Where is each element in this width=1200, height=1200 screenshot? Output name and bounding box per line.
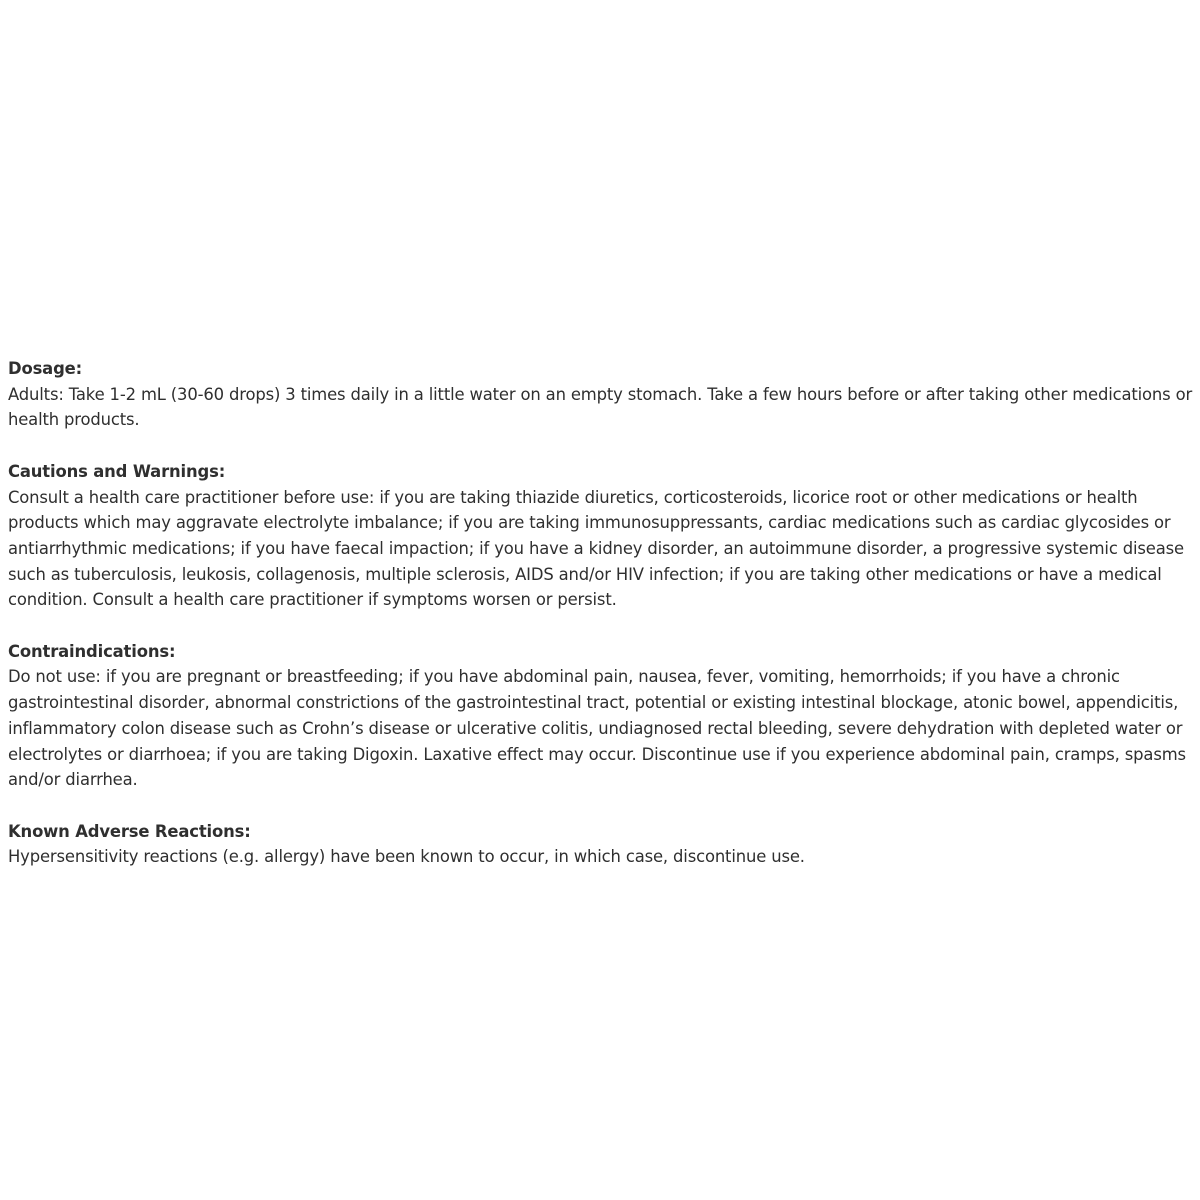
- product-info-content: [8, 356, 1194, 896]
- contraindications-text: Do not use: if you are pregnant or breastfeeding; if you have abdominal pain, nausea, fever, vomiting, hemorrhoids; if you have a chronic gastrointestinal disorder, abnormal constrictions of the gastrointestinal tract, potential or existing intestinal blockage, atonic bowel, appendicitis, inflammatory colon disease such as Crohn’s disease or ulcerative colitis, undiagnosed rectal bleeding, severe dehydration with depleted water or electrolytes or diarrhoea; if you are taking Digoxin. Laxative effect may occur. Discontinue use if you experience abdominal pain, cramps, spasms and/or diarrhea.: [8, 667, 1186, 790]
- cautions-heading: Cautions and Warnings:: [8, 461, 226, 481]
- adverse-reactions-heading: Known Adverse Reactions:: [8, 821, 251, 841]
- dosage-heading: Dosage:: [8, 359, 83, 378]
- adverse-reactions-section: [8, 819, 1194, 870]
- contraindications-heading: Contraindications:: [8, 641, 176, 661]
- adverse-reactions-text: Hypersensitivity reactions (e.g. allergy) have been known to occur, in which case, discontinue use.: [8, 847, 805, 867]
- dosage-text: Adults: Take 1-2 mL (30-60 drops) 3 times daily in a little water on an empty stomach. Take a few hours before or after taking other medications or health products.: [8, 384, 1193, 430]
- cautions-text: Consult a health care practitioner before use: if you are taking thiazide diuretics, corticosteroids, licorice root or other medications or health products which may aggravate electrolyte imbalance; if you are taking immunosuppressants, cardiac medications such as cardiac glycosides or antiarrhythmic medications; if you have faecal impaction; if you have a kidney disorder, an autoimmune disorder, a progressive systemic disease such as tuberculosis, leukosis, collagenosis, multiple sclerosis, AIDS and/or HIV infection; if you are taking other medications or have a medical condition. Consult a health care practitioner if symptoms worsen or persist.: [8, 487, 1184, 610]
- dosage-section: [8, 356, 1194, 433]
- cautions-section: [8, 459, 1194, 613]
- contraindications-section: [8, 639, 1194, 793]
